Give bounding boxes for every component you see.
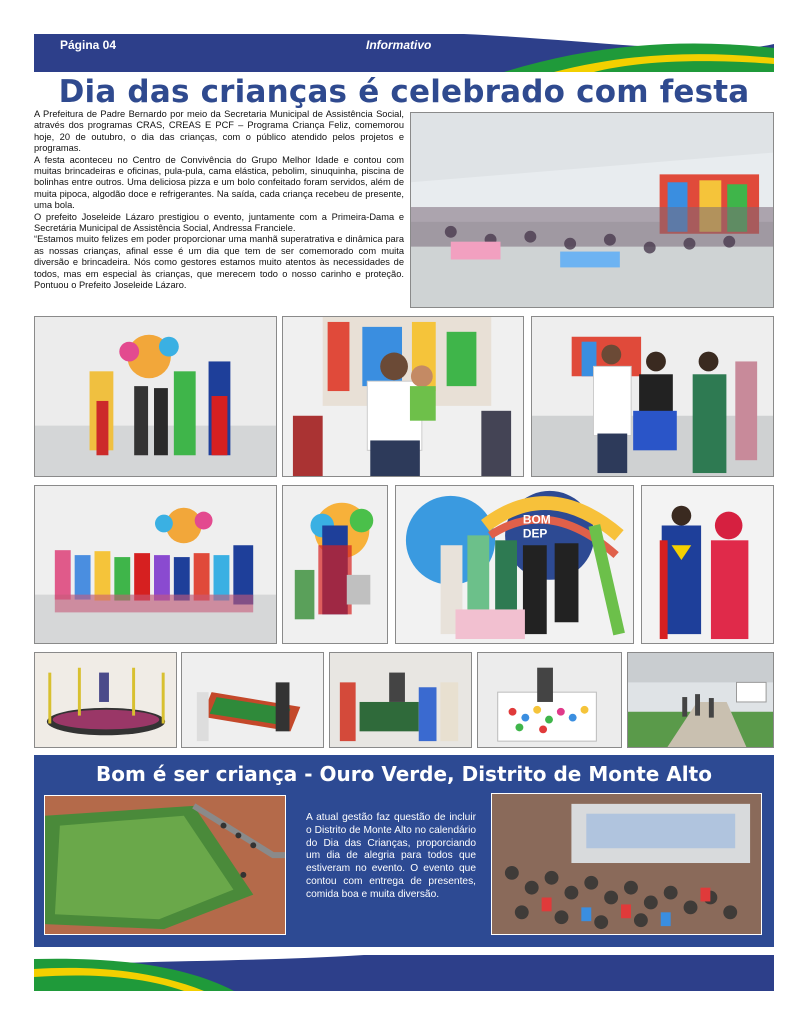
article-body [34, 109, 404, 292]
photo-crowd-truck [491, 793, 762, 935]
box-paragraph: A atual gestão faz questão de incluir o Distrito de Monte Alto no calendário do Dia das Crianças, proporciando um dia de alegria para todos que estiveram no evento. O evento que contou com entrega de presentes, comida boa e muita diversão. [306, 812, 476, 900]
photo-family-group [531, 316, 774, 477]
photo-ball-pit [477, 652, 622, 748]
photo-man-holding-child [282, 316, 524, 477]
photo-foosball-table [181, 652, 324, 748]
box-title: Bom é ser criança - Ouro Verde, Distrito de Monte Alto [96, 762, 712, 786]
article-paragraph: O prefeito Joseleide Lázaro prestigiou o evento, juntamente com a Primeira-Dama e Secretária Municipal de Assistência Social, Andressa Franciele. [34, 211, 404, 234]
photo-trampoline [34, 652, 177, 748]
article-paragraph: “Estamos muito felizes em poder proporcionar uma manhã superatrativa e dinâmica para as nossas crianças, afinal esse é um dia que tem de ser comemorado com muita diversão e brincadeira. Nós como gestores estamos muito atentos às necessidades de todos, mas em especial às crianças, que merecem todo o nosso carinho e proteção. Pontuou o Prefeito Joseleide Lázaro. [34, 234, 404, 291]
section-label: Informativo [366, 38, 432, 52]
photo-outdoor-entrance [627, 652, 774, 748]
page-number: Página 04 [60, 38, 117, 52]
page-title: Dia das crianças é celebrado com festa [58, 74, 750, 110]
photo-balloon-arch-team [395, 485, 634, 644]
footer-band [34, 955, 774, 991]
photo-superman-costume [282, 485, 388, 644]
balloon-sign-text: BOM [522, 512, 551, 527]
balloon-sign-text: DEP [522, 526, 548, 541]
photo-event-hall [410, 112, 774, 308]
photo-aerial-field [44, 795, 286, 935]
photo-kids-at-table [329, 652, 472, 748]
photo-costumed-characters [34, 316, 277, 477]
photo-group-of-children [34, 485, 277, 644]
box-text [306, 812, 476, 902]
photo-superman-and-red-hood [641, 485, 774, 644]
article-paragraph: A Prefeitura de Padre Bernardo por meio da Secretaria Municipal de Assistência Social, através dos programas CRAS, CREAS E PCF – Programa Criança Feliz, comemorou hoje, 20 de outubro, o dia das crianças, com o público atendido pelos projetos e programas. [34, 109, 404, 154]
article-paragraph: A festa aconteceu no Centro de Convivência do Grupo Melhor Idade e contou com muitas brincadeiras e oficinas, pula-pula, cama elástica, pebolim, sinuquinha, piscina de bolinhas entre outros. Uma deliciosa pizza e um bolo confeitado foram servidos, além de muita pipoca, algodão doce e refrigerantes. Na saída, cada criança recebeu de presente, uma bola. [34, 154, 404, 211]
footer-wave-graphic [34, 955, 774, 991]
